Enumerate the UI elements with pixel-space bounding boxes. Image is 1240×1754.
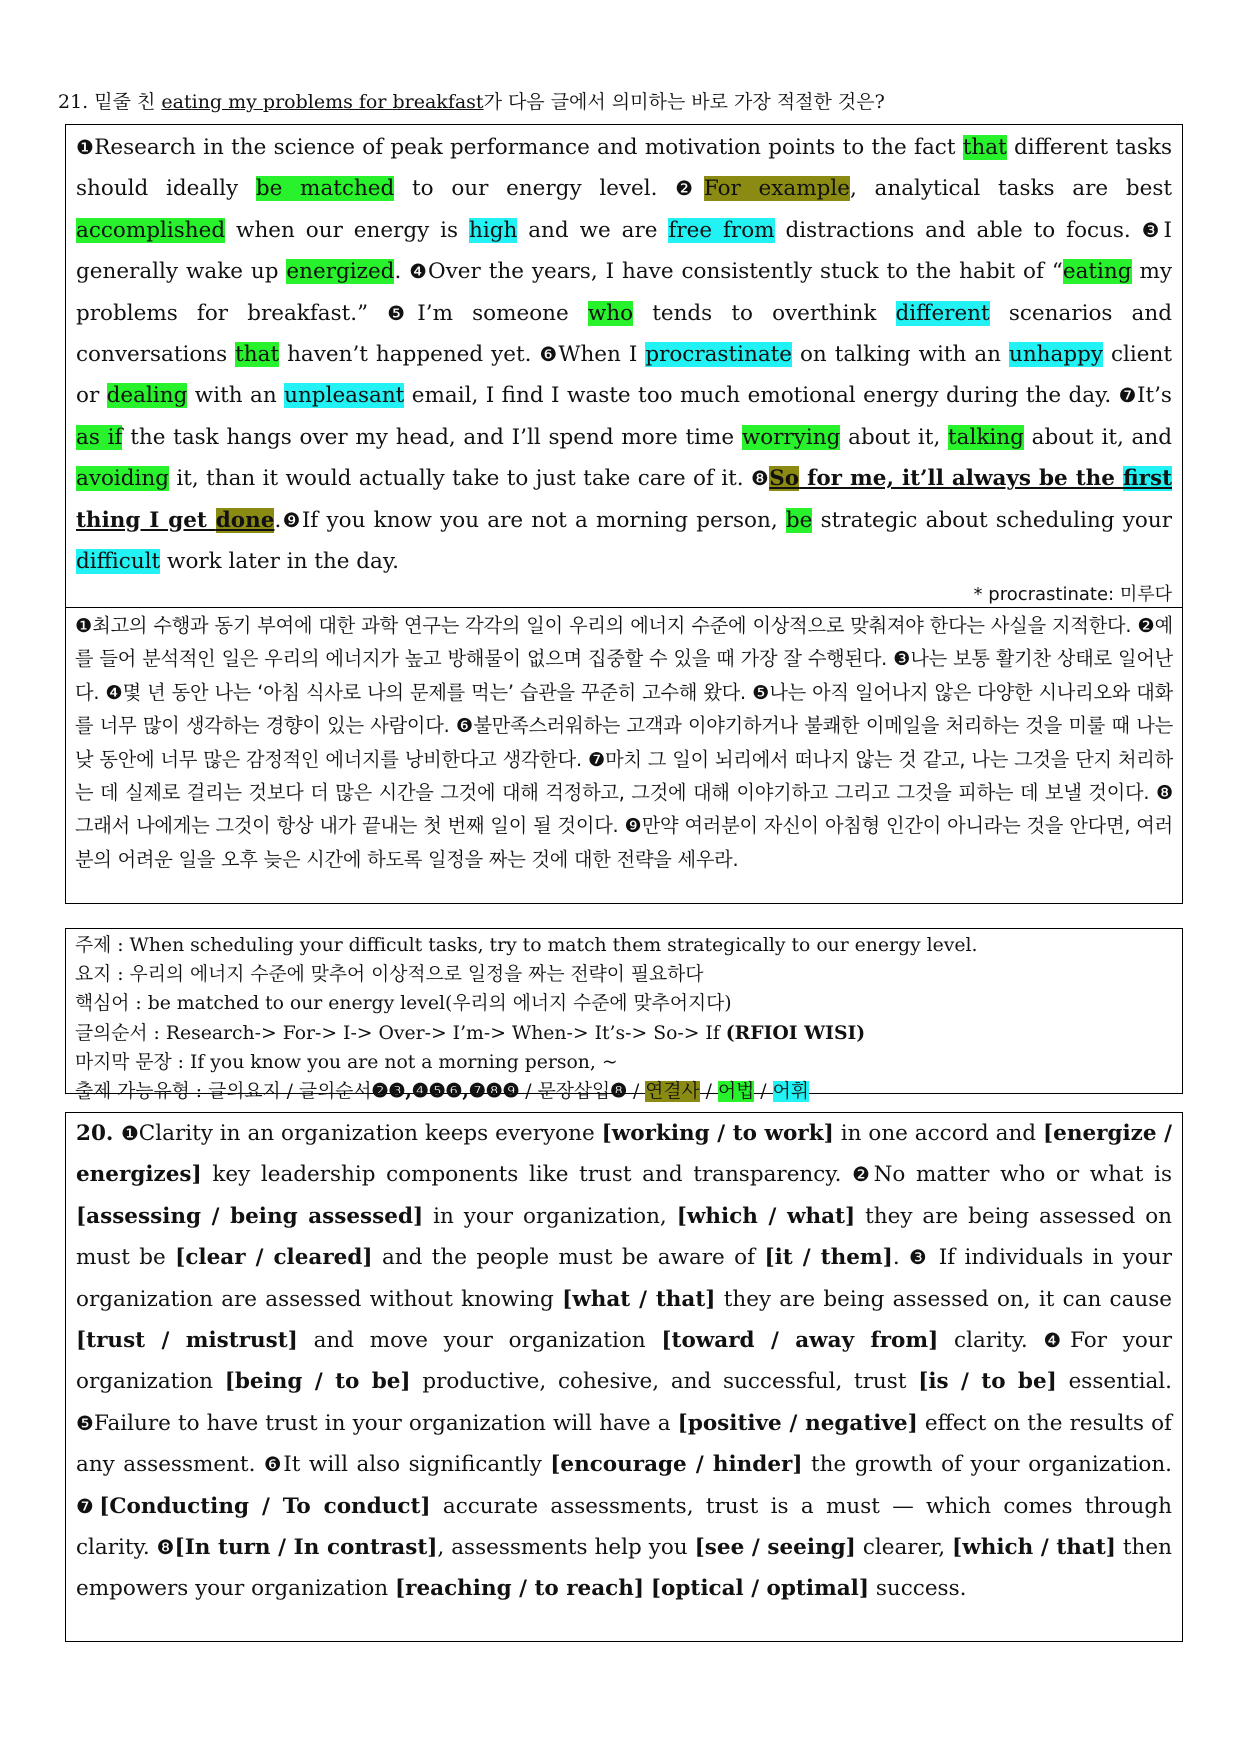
choice-bracket: [In turn / In contrast] (174, 1535, 438, 1561)
highlight: dealing (106, 383, 188, 409)
choice-bracket: [toward / away from] (661, 1328, 939, 1354)
text-segment: success. (869, 1576, 967, 1602)
highlight: eating (1062, 259, 1132, 285)
underlined-phrase: eating my problems for breakfast (161, 91, 484, 113)
text-segment: clearer, (855, 1535, 953, 1561)
choice-bracket: [positive / negative] (677, 1410, 918, 1436)
sentence-number: ❶ (120, 1122, 139, 1145)
passage-21 (65, 124, 1183, 608)
summary-theme: 주제 : When scheduling your difficult tasks, try to match them strategically to our energy level. (75, 935, 978, 956)
passage-21-text: ❶Research in the science of peak performance and motivation points to the fact that different tasks should ideally be matched to our energy level. ❷For example, analytical tasks are best accomplished when our energy is high and we are free from distractions and able to focus. ❸I generally wake up energized. ❹Over the years, I have consistently stuck to the habit of “eating my problems for breakfast.” ❺I’m someone who tends to overthink different scenarios and conversations that haven’t happened yet. ❻When I procrastinate on talking with an unhappy client or dealing with an unpleasant email, I find I waste too much emotional energy during the day. ❼It’s as if the task hangs over my head, and I’ll spend more time worrying about it, talking about it, and avoiding it, than it would actually take to just take care of it. ❽So for me, it’ll always be the first thing I get done.❾If you know you are not a morning person, be strategic about scheduling your difficult work later in the day. (76, 135, 1172, 575)
summary-last-sentence: 마지막 문장 : If you know you are not a morning person, ~ (75, 1051, 618, 1073)
highlight: difficult (76, 549, 161, 575)
text-segment: It will also significantly (283, 1452, 551, 1478)
highlight: different (895, 300, 990, 326)
highlight: talking (948, 424, 1024, 450)
text-segment: accurate assessments, trust is a must — which comes through clarity. (76, 1493, 1172, 1561)
choice-bracket: [which / that] (952, 1535, 1116, 1561)
text-segment: No matter who or what is (873, 1162, 1172, 1188)
text-segment: Clarity in an organization keeps everyone (138, 1121, 602, 1146)
text-segment: , assessments help you (437, 1535, 695, 1561)
sentence-number: ❺ (76, 1411, 94, 1435)
highlight: avoiding (76, 466, 170, 492)
text-segment: key leadership components like trust and transparency. (201, 1162, 853, 1188)
highlight: as if (76, 424, 123, 450)
text-segment: in one accord and (833, 1121, 1043, 1146)
choice-bracket: [working / to work] (601, 1121, 834, 1146)
highlight: For example (703, 176, 850, 202)
text-segment: they are being assessed on, it can cause (715, 1286, 1172, 1312)
text-segment: For your organization (76, 1328, 1172, 1395)
choice-bracket: [optical / optimal] (650, 1576, 870, 1602)
choice-bracket: [assessing / being assessed] (76, 1203, 424, 1229)
footnote: * procrastinate: 미루다 (973, 584, 1172, 605)
summary-box (65, 928, 1183, 1103)
text-segment (644, 1576, 651, 1601)
passage-20 (65, 1112, 1183, 1642)
highlight: energized (286, 259, 395, 285)
text-segment: effect on the results of any assessment. (76, 1410, 1172, 1478)
choice-bracket: [which / what] (676, 1203, 856, 1229)
summary-keyword: 핵심어 : be matched to our energy level(우리의 에너지 수준에 맞추어지다) (75, 993, 732, 1015)
highlight: high (468, 217, 518, 243)
text-segment: . (892, 1245, 910, 1271)
sentence-number: ❸ (909, 1246, 930, 1270)
highlight: that (235, 342, 280, 368)
question-21-title: 21. 밑줄 친 eating my problems for breakfast가 다음 글에서 의미하는 바로 가장 적절한 것은? (58, 91, 885, 113)
sentence-number: ❼ (76, 1494, 100, 1518)
choice-bracket: [see / seeing] (694, 1535, 856, 1561)
text-segment: then empowers your organization (76, 1535, 1172, 1602)
choice-bracket: [Conducting / To conduct] (99, 1493, 431, 1519)
text-segment: clarity. (938, 1328, 1044, 1354)
highlight: unhappy (1008, 342, 1103, 368)
highlight: who (587, 300, 634, 326)
korean-translation: ❶최고의 수행과 동기 부여에 대한 과학 연구는 각각의 일이 우리의 에너지 수준에 이상적으로 맞춰져야 한다는 사실을 지적한다. ❷예를 들어 분석적인 일은 우리의 에너지가 높고 방해물이 없으며 집중할 수 있을 때 가장 잘 수행된다. ❸나는 보통 활기찬 상태로 일어난다. ❹몇 년 동안 나는 ‘아침 식사로 나의 문제를 먹는’ 습관을 꾸준히 고수해 왔다. ❺나는 아직 일어나지 않은 다양한 시나리오와 대화를 너무 많이 생각하는 경향이 있는 사람이다. ❻불만족스러워하는 고객과 이야기하거나 불쾌한 이메일을 처리하는 것을 미룰 때 나는 낮 동안에 너무 많은 감정적인 에너지를 낭비한다고 생각한다. ❼마치 그 일이 뇌리에서 떠나지 않는 것 같고, 나는 그것을 단지 처리하는 데 실제로 걸리는 것보다 더 많은 시간을 그것에 대해 걱정하고, 그것에 대해 이야기하고 그리고 그것을 피하는 데 보낼 것이다. ❽그래서 나에게는 그것이 항상 내가 끝내는 첫 번째 일이 될 것이다. ❾만약 여러분이 자신이 아침형 인간이 아니라는 것을 안다면, 여러분의 어려운 일을 오후 늦은 시간에 하도록 일정을 짜는 것에 대한 전략을 세우라. (65, 607, 1183, 904)
text-segment: and the people must be aware of (372, 1245, 765, 1271)
text-segment: Failure to have trust in your organization will have a (93, 1410, 678, 1436)
text-segment: productive, cohesive, and successful, trust (410, 1369, 919, 1395)
sentence-number: ❷ (852, 1163, 874, 1187)
sentence-number: ❹ (1043, 1329, 1071, 1353)
text-segment: they are being assessed on must be (76, 1203, 1173, 1271)
choice-bracket: [trust / mistrust] (76, 1328, 298, 1354)
summary-order: 글의순서 : Research-> For-> I-> Over-> I’m-> When-> It’s-> So-> If (RFIOI WISI) (75, 1021, 866, 1044)
choice-bracket: [what / that] (562, 1286, 716, 1312)
summary-gist: 요지 : 우리의 에너지 수준에 맞추어 이상적으로 일정을 짜는 전략이 필요하다 (75, 964, 704, 986)
highlight: worrying (741, 424, 841, 450)
text-segment: essential. (1056, 1369, 1172, 1395)
text-segment: and move your organization (297, 1328, 662, 1354)
sentence-number: ❽ (156, 1536, 175, 1560)
text-segment: If individuals in your organization are assessed without knowing (76, 1245, 1172, 1312)
underlined-sentence: So for me, it’ll always be the first thing I get done (76, 466, 1172, 533)
choice-bracket: [reaching / to reach] (394, 1576, 645, 1602)
choice-bracket: [is / to be] (918, 1369, 1057, 1395)
highlight: be (785, 507, 813, 533)
highlight: that (962, 135, 1007, 160)
highlight: free from (668, 217, 775, 243)
text-segment: in your organization, (423, 1203, 677, 1229)
choice-bracket: [energize / energizes] (76, 1121, 1172, 1188)
highlight: procrastinate (645, 342, 793, 368)
text-segment: the growth of your organization. (802, 1452, 1173, 1478)
sentence-number: ❻ (263, 1453, 284, 1477)
choice-bracket: [it / them] (764, 1245, 893, 1271)
choice-bracket: [encourage / hinder] (550, 1452, 803, 1478)
highlight: accomplished (76, 217, 226, 243)
passage-20-text: 20. ❶Clarity in an organization keeps everyone [working / to work] in one accord and [energize / energizes] key leadership components like trust and transparency. ❷No matter who or what is [assessing / being assessed] in your organization, [which / what] they are being assessed on must be [clear / cleared] and the people must be aware of [it / them]. ❸ If individuals in your organization are assessed without knowing [what / that] they are being assessed on, it can cause [trust / mistrust] and move your organization [toward / away from] clarity. ❹For your organization [being / to be] productive, cohesive, and successful, trust [is / to be] essential. ❺Failure to have trust in your organization will have a [positive / negative] effect on the results of any assessment. ❻It will also significantly [encourage / hinder] the growth of your organization. ❼[Conducting / To conduct] accurate assessments, trust is a must — which comes through clarity. ❽[In turn / In contrast], assessments help you [see / seeing] clearer, [which / that] then empowers your organization [reaching / to reach] [optical / optimal] success. (76, 1121, 1173, 1602)
choice-bracket: [being / to be] (224, 1369, 411, 1395)
summary-types: 출제 가능유형 : 글의요지 / 글의순서❷❸,❹❺❻,❼❽❾ / 문장삽입❽ / 연결사 / 어법 / 어휘 (75, 1080, 809, 1103)
choice-bracket: [clear / cleared] (175, 1245, 373, 1271)
highlight: be matched (255, 176, 395, 202)
highlight: unpleasant (284, 383, 405, 409)
